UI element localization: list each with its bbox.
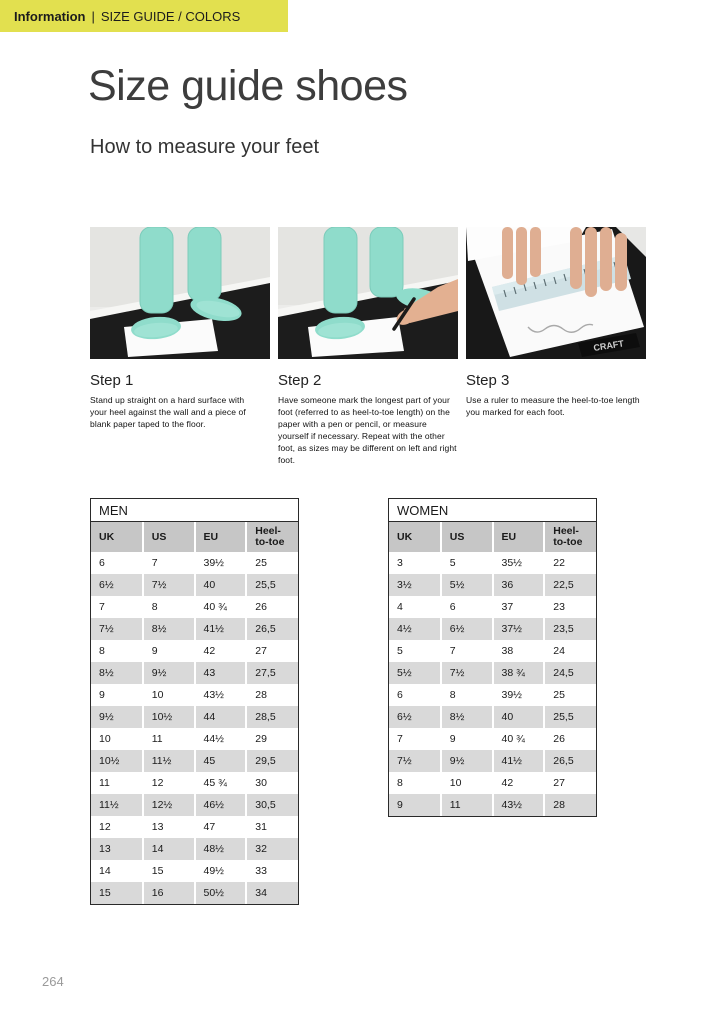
table-row (389, 706, 596, 728)
size-cell: 12 (99, 821, 111, 833)
size-cell: 36 (493, 574, 545, 596)
size-cell: 8 (397, 777, 403, 789)
size-cell: 14 (99, 865, 111, 877)
size-cell: 11 (143, 728, 195, 750)
size-cell: 49½ (195, 860, 247, 882)
size-cell: 42 (195, 640, 247, 662)
table-row (91, 838, 298, 860)
size-cell: 41½ (493, 750, 545, 772)
size-cell: 24 (544, 640, 596, 662)
page-number: 264 (42, 974, 64, 989)
photo-ruler-measuring-paper (466, 227, 646, 359)
size-cell: 45 (195, 750, 247, 772)
table-row (389, 552, 596, 574)
size-cell: 6 (397, 689, 403, 701)
size-cell: 11½ (143, 750, 195, 772)
size-cell: 13 (143, 816, 195, 838)
table-row (91, 750, 298, 772)
table-row (91, 860, 298, 882)
size-cell: 27 (544, 772, 596, 794)
size-cell: 25,5 (544, 706, 596, 728)
size-cell: 40 ¾ (195, 596, 247, 618)
size-cell: 6½ (441, 618, 493, 640)
table-row (389, 728, 596, 750)
table-row (91, 596, 298, 618)
size-cell: 26,5 (544, 750, 596, 772)
breadcrumb-separator: | (91, 8, 95, 24)
page-subtitle: How to measure your feet (90, 136, 319, 158)
table-row (91, 882, 298, 904)
table-title: WOMEN (389, 499, 596, 522)
size-cell: 41½ (195, 618, 247, 640)
size-cell: 5½ (389, 662, 441, 684)
size-cell: 46½ (195, 794, 247, 816)
size-cell: 8 (99, 645, 105, 657)
size-cell: 7 (397, 733, 403, 745)
size-cell: 23 (544, 596, 596, 618)
size-cell: 16 (143, 882, 195, 904)
size-cell: 38 (493, 640, 545, 662)
photo-feet-on-paper (90, 227, 270, 359)
table-row (91, 552, 298, 574)
page-title: Size guide shoes (88, 62, 408, 110)
size-cell: 13 (91, 838, 143, 860)
step-1 (90, 227, 270, 466)
size-cell: 9½ (91, 706, 143, 728)
size-cell: 30 (246, 772, 298, 794)
size-cell: 43½ (195, 684, 247, 706)
table-row (389, 662, 596, 684)
table-row (91, 574, 298, 596)
size-cell: 40 ¾ (493, 728, 545, 750)
size-cell: 9½ (143, 662, 195, 684)
step-3 (466, 227, 646, 466)
size-cell: 9½ (441, 750, 493, 772)
size-cell: 8 (441, 684, 493, 706)
section-label: Information (14, 8, 86, 24)
table-row (91, 618, 298, 640)
size-cell: 29 (246, 728, 298, 750)
step-title: Step 2 (278, 372, 322, 389)
size-cell: 15 (91, 882, 143, 904)
men-size-table (90, 498, 299, 905)
size-cell: 10½ (143, 706, 195, 728)
size-cell: 4 (397, 601, 403, 613)
size-cell: 7½ (91, 618, 143, 640)
table-header-row (389, 522, 596, 552)
step-title: Step 1 (90, 372, 134, 389)
size-cell: 34 (246, 882, 298, 904)
column-header: EU (493, 522, 545, 552)
size-cell: 12½ (143, 794, 195, 816)
table-row (91, 728, 298, 750)
size-cell: 25 (246, 552, 298, 574)
how-to-steps (90, 227, 646, 466)
size-cell: 42 (493, 772, 545, 794)
table-row (389, 574, 596, 596)
table-row (389, 750, 596, 772)
size-cell: 12 (143, 772, 195, 794)
size-cell: 22,5 (544, 574, 596, 596)
size-cell: 37½ (493, 618, 545, 640)
size-cell: 43½ (493, 794, 545, 816)
size-cell: 25,5 (246, 574, 298, 596)
table-row (389, 596, 596, 618)
size-cell: 11 (99, 777, 110, 789)
size-cell: 6 (441, 596, 493, 618)
size-cell: 5 (441, 552, 493, 574)
section-header-bar (0, 0, 288, 32)
size-cell: 4½ (389, 618, 441, 640)
table-header-row (91, 522, 298, 552)
table-row (389, 618, 596, 640)
size-cell: 8 (143, 596, 195, 618)
column-header: Heel-to-toe (544, 522, 596, 552)
step-title: Step 3 (466, 372, 510, 389)
size-cell: 9 (143, 640, 195, 662)
size-cell: 28,5 (246, 706, 298, 728)
table-row (389, 794, 596, 816)
column-header: Heel-to-toe (246, 522, 298, 552)
size-cell: 39½ (195, 552, 247, 574)
size-cell: 38 ¾ (493, 662, 545, 684)
size-cell: 25 (544, 684, 596, 706)
column-header: US (143, 522, 195, 552)
size-cell: 27,5 (246, 662, 298, 684)
step-2 (278, 227, 458, 466)
size-cell: 44 (195, 706, 247, 728)
size-cell: 3½ (389, 574, 441, 596)
size-cell: 50½ (195, 882, 247, 904)
size-cell: 6½ (389, 706, 441, 728)
size-cell: 7 (441, 640, 493, 662)
table-row (91, 772, 298, 794)
size-cell: 7½ (143, 574, 195, 596)
size-cell: 28 (246, 684, 298, 706)
size-cell: 8½ (441, 706, 493, 728)
size-cell: 37 (493, 596, 545, 618)
size-cell: 47 (195, 816, 247, 838)
table-row (91, 816, 298, 838)
column-header: EU (195, 522, 247, 552)
column-header: UK (389, 522, 441, 552)
size-cell: 8½ (91, 662, 143, 684)
size-cell: 5 (397, 645, 403, 657)
size-cell: 9 (99, 689, 105, 701)
size-cell: 31 (246, 816, 298, 838)
table-row (91, 662, 298, 684)
column-header: US (441, 522, 493, 552)
size-cell: 22 (544, 552, 596, 574)
photo-marking-foot-with-pen (278, 227, 458, 359)
size-cell: 35½ (493, 552, 545, 574)
size-cell: 9 (389, 794, 441, 816)
size-cell: 10½ (91, 750, 143, 772)
size-cell: 45 ¾ (195, 772, 247, 794)
size-cell: 7 (99, 601, 105, 613)
table-row (389, 684, 596, 706)
size-cell: 26 (246, 596, 298, 618)
size-cell: 5½ (441, 574, 493, 596)
step-text: Have someone mark the longest part of your foot (referred to as heel-to-toe length) on the paper with a pen or pencil, or measure yourself if necessary. Repeat with the other foot, as sizes may be different on left and right foot. (278, 395, 457, 465)
size-cell: 32 (246, 838, 298, 860)
size-cell: 10 (143, 684, 195, 706)
size-cell: 29,5 (246, 750, 298, 772)
size-cell: 40 (195, 574, 247, 596)
size-cell: 48½ (195, 838, 247, 860)
table-row (91, 684, 298, 706)
size-cell: 7½ (389, 750, 441, 772)
size-cell: 27 (246, 640, 298, 662)
size-cell: 26 (544, 728, 596, 750)
size-cell: 8½ (143, 618, 195, 640)
step-text: Stand up straight on a hard surface with your heel against the wall and a piece of blank paper taped to the floor. (90, 395, 246, 429)
size-cell: 9 (441, 728, 493, 750)
size-cell: 11½ (91, 794, 143, 816)
size-cell: 43 (195, 662, 247, 684)
size-cell: 39½ (493, 684, 545, 706)
step-text: Use a ruler to measure the heel-to-toe length you marked for each foot. (466, 395, 640, 417)
size-cell: 10 (441, 772, 493, 794)
size-cell: 23,5 (544, 618, 596, 640)
size-cell: 3 (397, 557, 403, 569)
column-header: UK (91, 522, 143, 552)
size-cell: 28 (544, 794, 596, 816)
brand-label-craft: CRAFT (592, 338, 625, 353)
size-cell: 6½ (91, 574, 143, 596)
table-row (91, 706, 298, 728)
table-row (389, 772, 596, 794)
table-row (91, 794, 298, 816)
size-cell: 6 (99, 557, 105, 569)
table-row (91, 640, 298, 662)
size-cell: 14 (143, 838, 195, 860)
size-cell: 24,5 (544, 662, 596, 684)
breadcrumb: SIZE GUIDE / COLORS (100, 8, 241, 24)
women-size-table (388, 498, 597, 817)
size-cell: 11 (441, 794, 493, 816)
size-cell: 10 (99, 733, 111, 745)
size-cell: 26,5 (246, 618, 298, 640)
table-row (389, 640, 596, 662)
size-cell: 33 (246, 860, 298, 882)
size-cell: 30,5 (246, 794, 298, 816)
size-cell: 44½ (195, 728, 247, 750)
size-cell: 7 (143, 552, 195, 574)
table-title: MEN (91, 499, 298, 522)
size-cell: 7½ (441, 662, 493, 684)
size-cell: 40 (493, 706, 545, 728)
size-cell: 15 (143, 860, 195, 882)
